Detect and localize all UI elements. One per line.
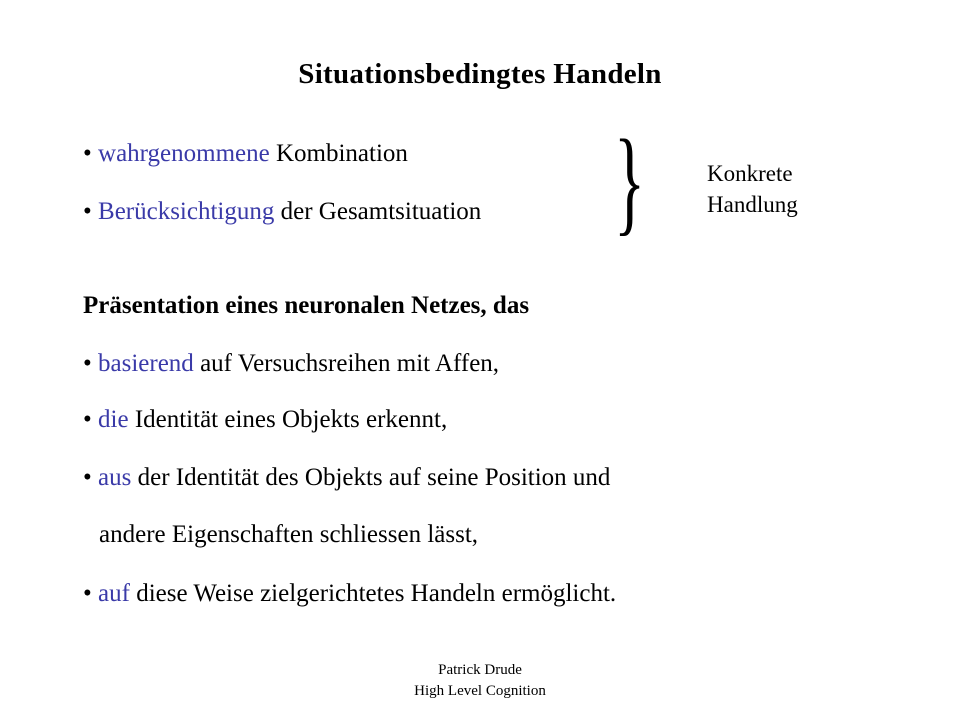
bullet-line-6 [83,580,616,608]
bullet-line-4 [83,406,447,434]
bullet-line-3 [83,350,499,378]
keyword: basierend [98,350,194,377]
bullet-text: auf Versuchsreihen mit Affen, [200,350,500,377]
curly-brace: } [614,115,646,246]
footer-author: Patrick Drude [438,662,522,678]
bullet-text: der Identität des Objekts auf seine Position und [137,464,611,491]
result-line-2: Handlung [707,192,798,217]
bullet-text: der Gesamtsituation [280,198,482,225]
bullet-text: Identität eines Objekts erkennt, [134,406,448,433]
bullet: • [83,406,92,433]
bullet: • [83,350,92,377]
result-label [707,158,798,220]
bullet-line-5 [83,464,610,492]
bullet-line-1 [83,140,408,168]
result-line-1: Konkrete [707,161,793,186]
bullet-text: Kombination [275,140,408,167]
bullet-line-2 [83,198,481,226]
bullet: • [83,140,92,167]
slide-title: Situationsbedingtes Handeln [298,58,662,90]
footer-course: High Level Cognition [414,683,546,699]
bullet: • [83,198,92,225]
section-heading: Präsentation eines neuronalen Netzes, das [83,292,530,319]
keyword: wahrgenommene [98,140,270,167]
keyword: die [98,406,129,433]
keyword: aus [98,464,132,491]
continuation-line: andere Eigenschaften schliessen lässt, [99,521,479,548]
bullet: • [83,464,92,491]
keyword: auf [98,580,130,607]
bullet-text: diese Weise zielgerichtetes Handeln ermöglicht. [136,580,617,607]
keyword: Berücksichtigung [98,198,275,225]
bullet: • [83,580,92,607]
